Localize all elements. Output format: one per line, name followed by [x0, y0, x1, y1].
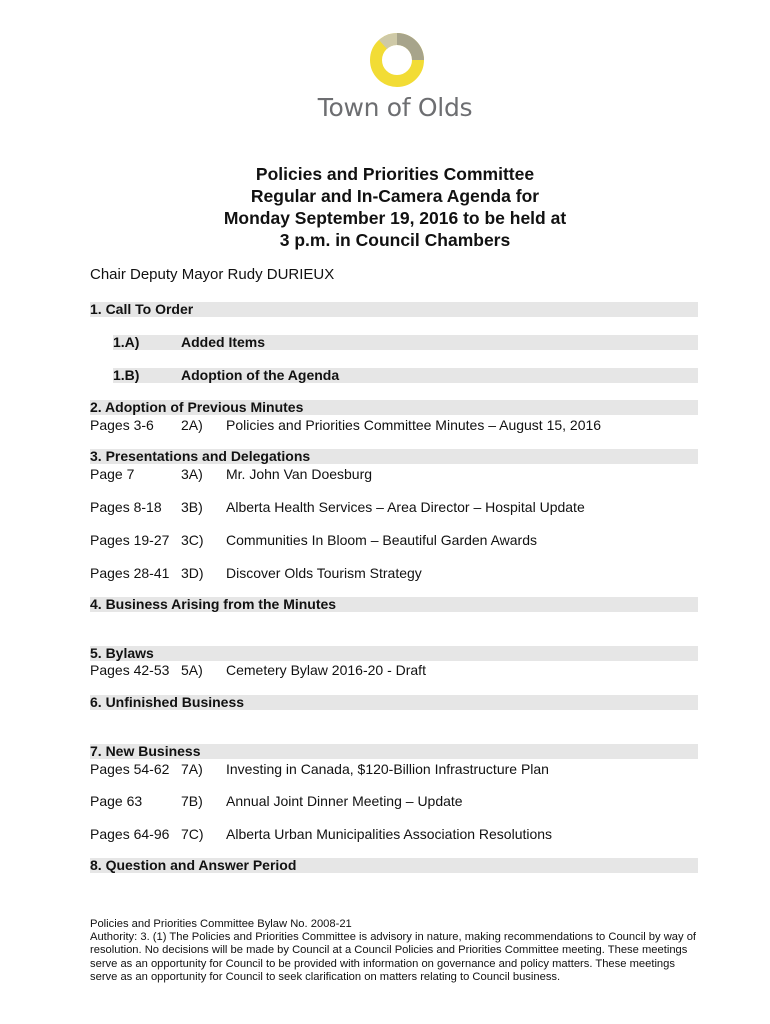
- item-text: Discover Olds Tourism Strategy: [226, 565, 422, 581]
- item-text: Mr. John Van Doesburg: [226, 466, 373, 482]
- section-label: 4. Business Arising from the Minutes: [90, 596, 337, 612]
- item-text: Policies and Priorities Committee Minutes – August 15, 2016: [226, 417, 602, 433]
- section-label: Added Items: [181, 334, 266, 350]
- footer-authority-text: Authority: 3. (1) The Policies and Priorities Committee is advisory in nature, making recommendations to Council by way of resolution. No decisions will be made by Council at a Council Policies and Priorities Committee meeting. These meetings serve as an opportunity for Council to be provided with information on governance and policy matters. These meetings serve as an opportunity for Council to seek clarification on matters relating to Council business.: [90, 931, 697, 983]
- title-line-2: Regular and In-Camera Agenda for: [250, 186, 540, 206]
- item-pages: Pages 19-27: [90, 532, 170, 548]
- item-code: 7B): [181, 793, 203, 809]
- item-text: Annual Joint Dinner Meeting – Update: [226, 793, 463, 809]
- section-label: 6. Unfinished Business: [90, 694, 245, 710]
- item-pages: Pages 28-41: [90, 565, 170, 581]
- item-pages: Page 63: [90, 793, 143, 809]
- section-code: 1.B): [113, 367, 140, 383]
- title-line-4: 3 p.m. in Council Chambers: [279, 230, 511, 250]
- section-question-answer: [90, 858, 698, 873]
- footer-authority: [90, 918, 700, 984]
- section-code: 1.A): [113, 334, 140, 350]
- item-pages: Pages 8-18: [90, 499, 162, 515]
- section-label: 2. Adoption of Previous Minutes: [90, 399, 304, 415]
- section-label: 1. Call To Order: [90, 301, 194, 317]
- section-previous-minutes: [90, 400, 698, 415]
- title-line-1: Policies and Priorities Committee: [255, 164, 535, 184]
- item-text: Investing in Canada, $120-Billion Infrastructure Plan: [226, 761, 549, 777]
- chair-line: Chair Deputy Mayor Rudy DURIEUX: [90, 266, 335, 283]
- section-label: Adoption of the Agenda: [181, 367, 340, 383]
- section-label: 7. New Business: [90, 743, 201, 759]
- item-pages: Pages 64-96: [90, 826, 170, 842]
- item-text: Communities In Bloom – Beautiful Garden Awards: [226, 532, 538, 548]
- section-label: 8. Question and Answer Period: [90, 857, 297, 873]
- item-pages: Page 7: [90, 466, 135, 482]
- item-pages: Pages 3-6: [90, 417, 154, 433]
- item-text: Alberta Health Services – Area Director – Hospital Update: [226, 499, 585, 515]
- item-pages: Pages 54-62: [90, 761, 170, 777]
- item-code: 3B): [181, 499, 203, 515]
- section-new-business: [90, 744, 698, 759]
- item-code: 5A): [181, 662, 203, 678]
- section-presentations: [90, 449, 698, 464]
- item-text: Cemetery Bylaw 2016-20 - Draft: [226, 662, 426, 678]
- town-of-olds-logo-icon: [367, 30, 427, 90]
- section-label: 5. Bylaws: [90, 645, 154, 661]
- item-code: 3C): [181, 532, 204, 548]
- section-call-to-order: [90, 302, 698, 317]
- item-code: 2A): [181, 417, 203, 433]
- item-code: 3A): [181, 466, 203, 482]
- section-bylaws: [90, 646, 698, 661]
- item-text: Alberta Urban Municipalities Association Resolutions: [226, 826, 553, 842]
- item-pages: Pages 42-53: [90, 662, 170, 678]
- title-line-3: Monday September 19, 2016 to be held at: [223, 208, 567, 228]
- section-added-items: [113, 335, 698, 350]
- section-label: 3. Presentations and Delegations: [90, 448, 311, 464]
- item-code: 3D): [181, 565, 204, 581]
- agenda-title: [0, 163, 770, 251]
- footer-bylaw: Policies and Priorities Committee Bylaw No. 2008-21: [90, 918, 352, 930]
- section-adoption-agenda: [113, 368, 698, 383]
- town-name: Town of Olds: [317, 93, 473, 122]
- section-business-arising: [90, 597, 698, 612]
- section-unfinished-business: [90, 695, 698, 710]
- item-code: 7C): [181, 826, 204, 842]
- item-code: 7A): [181, 761, 203, 777]
